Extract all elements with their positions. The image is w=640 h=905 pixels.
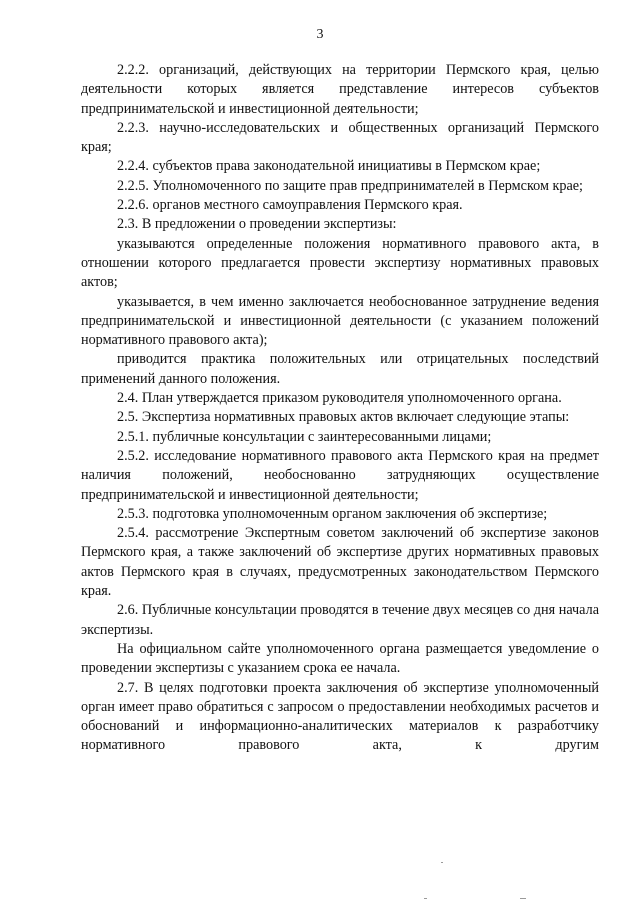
paragraph-2-2-6: 2.2.6. органов местного самоуправления Пермского края. xyxy=(117,197,463,214)
paragraph-2-5-4: 2.5.4. рассмотрение Экспертным советом заключений об экспертизе законов Пермского края, а также заключений об экспертизе других нормативных правовых актов Пермского края в случаях, предусмотренных законодательством Пермского края. xyxy=(81,525,599,600)
paragraph-2-2-4: 2.2.4. субъектов права законодательной инициативы в Пермском крае; xyxy=(117,158,541,175)
paragraph-2-3-item-3: приводится практика положительных или отрицательных последствий применений данного положения. xyxy=(81,351,599,387)
paragraph-2-6-website-notice: На официальном сайте уполномоченного органа размещается уведомление о проведении экспертизы с указанием срока ее начала. xyxy=(81,640,599,677)
paragraph-2-7: 2.7. В целях подготовки проекта заключения об экспертизе уполномоченный орган имеет право обратиться с запросом о предоставлении необходимых расчетов и обоснований и информационно-аналитических материалов к разработчику нормативного правового акта, к другим xyxy=(81,679,599,754)
paragraph-2-5-3: 2.5.3. подготовка уполномоченным органом заключения об экспертизе; xyxy=(117,505,548,522)
scan-speck xyxy=(520,898,526,899)
paragraph-2-6: 2.6. Публичные консультации проводятся в течение двух месяцев со дня начала экспертизы. xyxy=(81,602,599,638)
paragraph-2-3-item-1: указываются определенные положения нормативного правового акта, в отношении которого предлагается провести экспертизу нормативных правовых актов; xyxy=(81,235,599,291)
paragraph-2-2-2: 2.2.2. организаций, действующих на территории Пермского края, целью деятельности которых является представление интересов субъектов предпринимательской и инвестиционной деятельности; xyxy=(81,62,599,117)
scan-speck xyxy=(441,862,443,863)
paragraph-2-3-item-2: указывается, в чем именно заключается необоснованное затруднение ведения предпринимательской и инвестиционной деятельности (с указанием положений нормативного правового акта); xyxy=(81,293,599,349)
paragraph-2-4: 2.4. План утверждается приказом руководителя уполномоченного органа. xyxy=(117,390,562,407)
paragraph-2-2-3: 2.2.3. научно-исследовательских и общественных организаций Пермского края; xyxy=(81,119,599,156)
document-body xyxy=(81,61,599,756)
paragraph-2-2-5: 2.2.5. Уполномоченного по защите прав предпринимателей в Пермском крае; xyxy=(117,177,583,194)
paragraph-2-3: 2.3. В предложении о проведении экспертизы: xyxy=(117,216,397,233)
paragraph-2-5-1: 2.5.1. публичные консультации с заинтересованными лицами; xyxy=(117,428,492,445)
scan-speck xyxy=(424,898,427,899)
paragraph-2-5-2: 2.5.2. исследование нормативного правового акта Пермского края на предмет наличия положений, необоснованно затрудняющих осуществление предпринимательской и инвестиционной деятельности; xyxy=(81,447,599,503)
page-number: 3 xyxy=(316,27,324,42)
paragraph-2-5: 2.5. Экспертиза нормативных правовых актов включает следующие этапы: xyxy=(117,409,570,426)
